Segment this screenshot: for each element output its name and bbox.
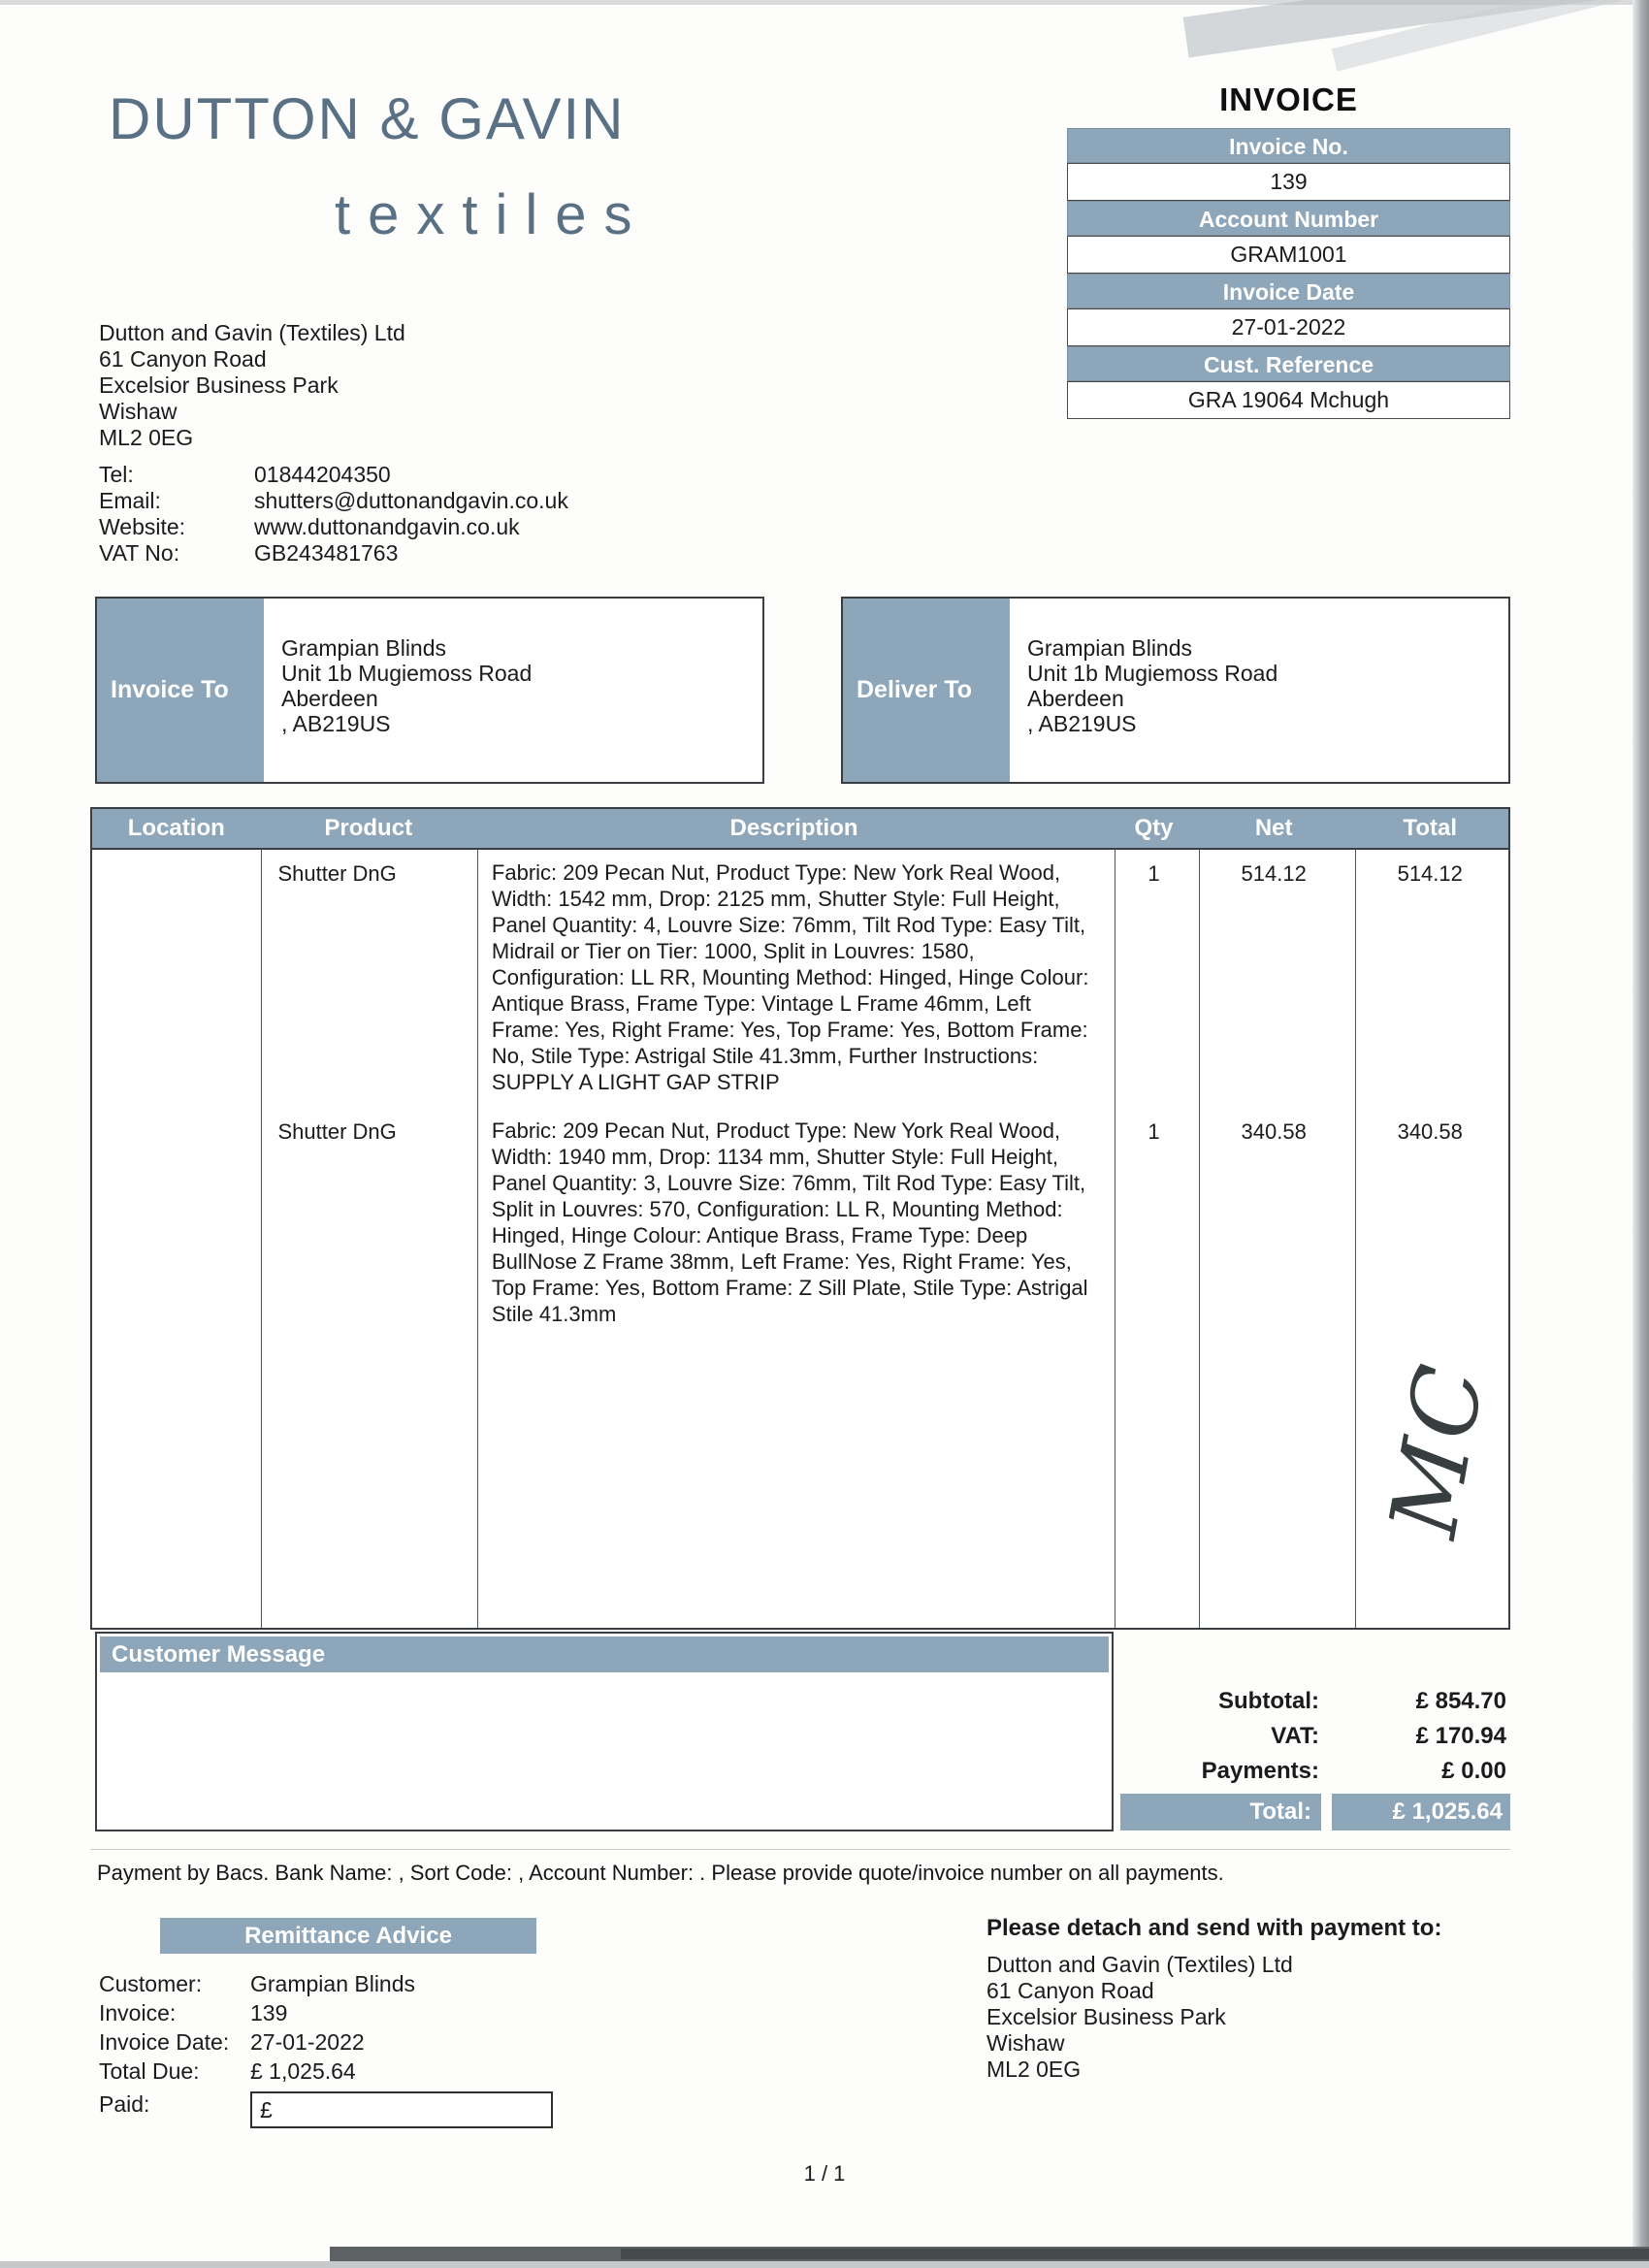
email-value: shutters@duttonandgavin.co.uk bbox=[254, 488, 568, 513]
website-label: Website: bbox=[99, 514, 186, 539]
table-header-row bbox=[92, 809, 1508, 850]
cust-reference-value: GRA 19064 Mchugh bbox=[1067, 381, 1510, 419]
cell-product: Shutter DnG bbox=[277, 1119, 397, 1144]
cell-qty: 1 bbox=[1148, 1119, 1160, 1144]
detach-address-line: Excelsior Business Park bbox=[986, 2004, 1226, 2029]
invoice-to-line: , AB219US bbox=[281, 711, 391, 736]
remittance-advice-title: Remittance Advice bbox=[160, 1918, 536, 1954]
invoice-to-label: Invoice To bbox=[97, 599, 264, 782]
remittance-paid-row bbox=[99, 2091, 553, 2128]
tel-value: 01844204350 bbox=[254, 462, 391, 487]
cell-description: Fabric: 209 Pecan Nut, Product Type: New York Real Wood, Width: 1940 mm, Drop: 1134 mm, Shutter Style: Full Height, Panel Quantity: 3, Louvre Size: 76mm, Tilt Rod Type: Easy Tilt, Split in Louvres: 570, Configuration: LL R, Mounting Method: Hinged, Hinge Colour: Antique Brass, Frame Type: Deep BullNose Z Frame 38mm, Left Frame: Yes, Right Frame: Yes, Top Frame: Yes, Bottom Frame: Z Sill Plate, Stile Type: Astrigal Stile 41.3mm bbox=[491, 1118, 1088, 1326]
customer-message-body bbox=[97, 1675, 1112, 1691]
cell-description: Fabric: 209 Pecan Nut, Product Type: New York Real Wood, Width: 1542 mm, Drop: 2125 mm, Shutter Style: Full Height, Panel Quantity: 4, Louvre Size: 76mm, Tilt Rod Type: Easy Tilt, Midrail or Tier on Tier: 1000, Split in Louvres: 1580, Configuration: LL RR, Mounting Method: Hinged, Hinge Colour: Antique Brass, Frame Type: Vintage L Frame 46mm, Left Frame: Yes, Right Frame: Yes, Top Frame: Yes, Bottom Frame: No, Stile Type: Astrigal Stile 41.3mm, Further Instructions: SUPPLY A LIGHT GAP STRIP bbox=[491, 860, 1089, 1094]
remittance-invoice-row bbox=[99, 1998, 553, 2027]
company-address-line: ML2 0EG bbox=[99, 425, 194, 450]
table-row bbox=[92, 859, 1508, 1095]
deliver-to-line: Grampian Blinds bbox=[1027, 635, 1193, 661]
divider bbox=[90, 1849, 1510, 1850]
detach-address bbox=[986, 1952, 1293, 2083]
payments-label: Payments: bbox=[1201, 1758, 1319, 1784]
deliver-to-box bbox=[841, 597, 1510, 784]
remit-total-due-label: Total Due: bbox=[99, 2057, 200, 2084]
contact-website bbox=[99, 514, 568, 540]
invoice-no-value: 139 bbox=[1067, 163, 1510, 201]
grand-total-gap bbox=[1321, 1794, 1332, 1831]
company-logo-name: DUTTON & GAVIN bbox=[109, 86, 626, 151]
payments-row bbox=[1067, 1754, 1510, 1789]
detach-address-line: ML2 0EG bbox=[986, 2057, 1082, 2082]
grand-total-value: £ 1,025.64 bbox=[1332, 1794, 1510, 1831]
remit-invoice-value: 139 bbox=[250, 1999, 288, 2025]
header-description: Description bbox=[729, 815, 858, 841]
header-location: Location bbox=[127, 815, 225, 841]
remittance-date-row bbox=[99, 2027, 553, 2057]
deliver-to-line: , AB219US bbox=[1027, 711, 1137, 736]
header-net: Net bbox=[1254, 815, 1293, 841]
cell-net: 514.12 bbox=[1241, 861, 1307, 886]
company-logo-subtitle: textiles bbox=[335, 183, 650, 246]
remit-invoice-label: Invoice: bbox=[99, 1999, 177, 2025]
subtotal-label: Subtotal: bbox=[1218, 1688, 1319, 1714]
cell-total: 514.12 bbox=[1397, 861, 1463, 886]
line-items-table bbox=[90, 807, 1510, 1630]
company-address bbox=[99, 320, 405, 451]
detach-address-line: Wishaw bbox=[986, 2030, 1065, 2056]
invoice-meta-table bbox=[1067, 128, 1510, 419]
page-number: 1 / 1 bbox=[803, 2161, 846, 2186]
contact-vat bbox=[99, 540, 568, 567]
contact-email bbox=[99, 488, 568, 514]
table-row bbox=[92, 1118, 1508, 1327]
vat-row bbox=[1067, 1719, 1510, 1754]
invoice-to-box bbox=[95, 597, 764, 784]
detach-instruction-title: Please detach and send with payment to: bbox=[986, 1915, 1442, 1941]
paid-amount-field: £ bbox=[250, 2091, 553, 2128]
invoice-date-value: 27-01-2022 bbox=[1067, 308, 1510, 346]
cell-product: Shutter DnG bbox=[277, 861, 397, 886]
company-contacts bbox=[99, 462, 568, 567]
company-address-line: Dutton and Gavin (Textiles) Ltd bbox=[99, 320, 405, 345]
website-value: www.duttonandgavin.co.uk bbox=[254, 514, 520, 539]
detach-address-line: Dutton and Gavin (Textiles) Ltd bbox=[986, 1952, 1293, 1977]
invoice-to-line: Grampian Blinds bbox=[281, 635, 447, 661]
remit-total-due-value: £ 1,025.64 bbox=[250, 2057, 356, 2084]
payments-value: £ 0.00 bbox=[1441, 1758, 1506, 1784]
subtotal-value: £ 854.70 bbox=[1415, 1688, 1506, 1714]
header-product: Product bbox=[324, 815, 413, 841]
company-address-line: Wishaw bbox=[99, 399, 178, 424]
tel-label: Tel: bbox=[99, 462, 134, 487]
invoice-title: INVOICE bbox=[1219, 81, 1358, 117]
header-qty: Qty bbox=[1134, 815, 1174, 841]
vat-total-label: VAT: bbox=[1271, 1723, 1319, 1749]
cell-total: 340.58 bbox=[1397, 1119, 1463, 1144]
grand-total-row bbox=[1067, 1794, 1510, 1831]
company-address-line: 61 Canyon Road bbox=[99, 346, 267, 372]
deliver-to-address bbox=[1027, 635, 1277, 736]
grand-total-label: Total: bbox=[1120, 1794, 1321, 1831]
remittance-customer-row bbox=[99, 1969, 553, 1998]
scan-edge-bottom-light bbox=[0, 2261, 1649, 2268]
cust-reference-label: Cust. Reference bbox=[1067, 346, 1510, 381]
remit-paid-label: Paid: bbox=[99, 2091, 150, 2117]
invoice-date-label: Invoice Date bbox=[1067, 274, 1510, 308]
handwritten-initials: MC bbox=[1369, 1353, 1506, 1545]
deliver-to-label: Deliver To bbox=[843, 599, 1010, 782]
payment-instructions: Payment by Bacs. Bank Name: , Sort Code: , Account Number: . Please provide quote/invoice number on all payments. bbox=[97, 1861, 1224, 1885]
remit-customer-label: Customer: bbox=[99, 1970, 203, 1996]
invoice-to-line: Unit 1b Mugiemoss Road bbox=[281, 661, 533, 686]
remittance-total-due-row bbox=[99, 2057, 553, 2086]
invoice-no-label: Invoice No. bbox=[1067, 128, 1510, 163]
header-total: Total bbox=[1403, 815, 1457, 841]
account-number-value: GRAM1001 bbox=[1067, 236, 1510, 274]
email-label: Email: bbox=[99, 488, 161, 513]
remit-customer-value: Grampian Blinds bbox=[250, 1970, 416, 1996]
totals-section bbox=[1067, 1684, 1510, 1831]
invoice-to-line: Aberdeen bbox=[281, 686, 378, 711]
subtotal-row bbox=[1067, 1684, 1510, 1719]
remittance-fields bbox=[99, 1969, 553, 2128]
cell-qty: 1 bbox=[1148, 861, 1160, 886]
remit-date-label: Invoice Date: bbox=[99, 2028, 230, 2055]
vat-value: GB243481763 bbox=[254, 540, 399, 566]
cell-net: 340.58 bbox=[1241, 1119, 1307, 1144]
vat-total-value: £ 170.94 bbox=[1415, 1723, 1506, 1749]
scan-edge-right bbox=[1633, 0, 1649, 2268]
customer-message-box bbox=[95, 1632, 1114, 1831]
customer-message-label: Customer Message bbox=[100, 1636, 1109, 1672]
account-number-label: Account Number bbox=[1067, 201, 1510, 236]
deliver-to-line: Aberdeen bbox=[1027, 686, 1124, 711]
remit-date-value: 27-01-2022 bbox=[250, 2028, 365, 2055]
scan-edge-bottom-darker bbox=[621, 2249, 1649, 2259]
detach-address-line: 61 Canyon Road bbox=[986, 1978, 1154, 2003]
company-address-line: Excelsior Business Park bbox=[99, 373, 339, 398]
deliver-to-line: Unit 1b Mugiemoss Road bbox=[1027, 661, 1278, 686]
contact-tel bbox=[99, 462, 568, 488]
vat-label: VAT No: bbox=[99, 540, 180, 566]
invoice-to-address bbox=[281, 635, 532, 736]
